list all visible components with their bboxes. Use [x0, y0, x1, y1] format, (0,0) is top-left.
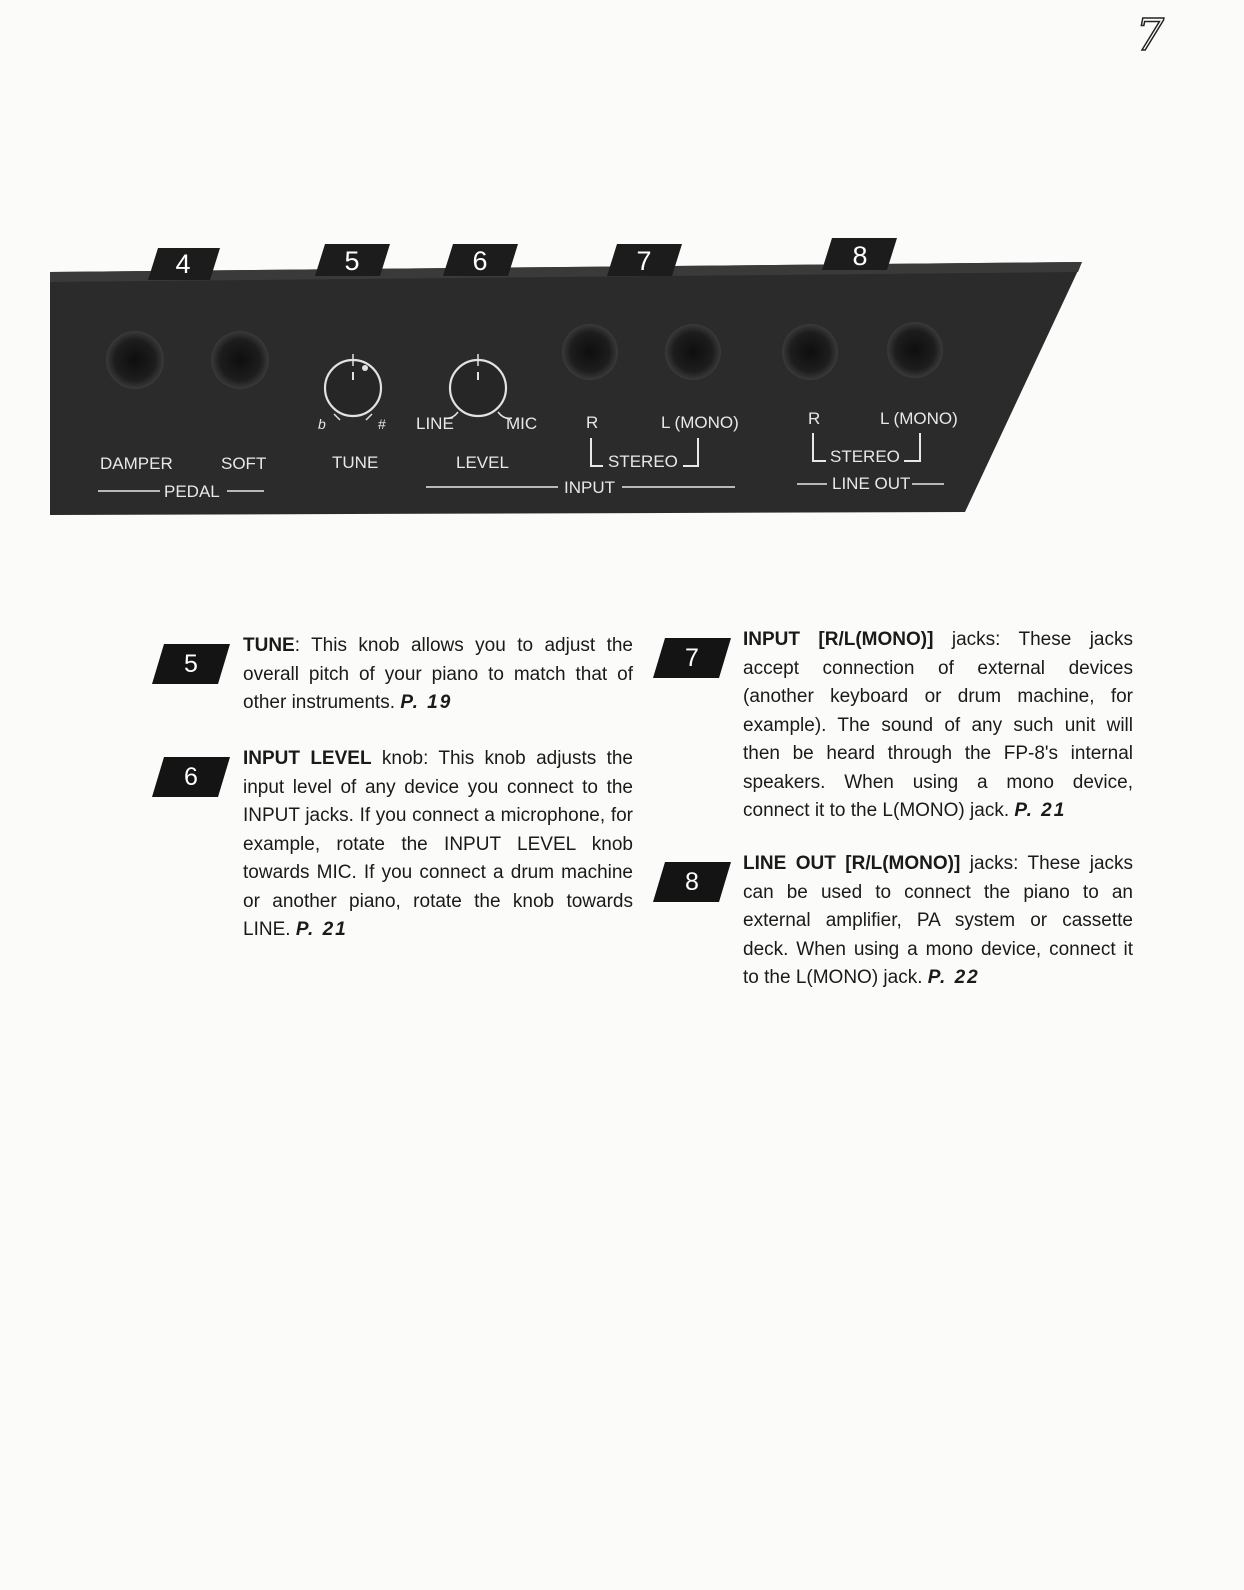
- input-r-label: R: [586, 413, 599, 432]
- badge-7: [653, 638, 731, 678]
- badge-5: [152, 644, 230, 684]
- tab-7: [607, 244, 682, 276]
- line-out-page-ref: P. 22: [927, 967, 980, 988]
- tune-description: [243, 632, 633, 718]
- input-level-description-title: INPUT LEVEL: [243, 748, 372, 769]
- input-jacks-description-title: INPUT [R/L(MONO)]: [743, 629, 934, 650]
- page-number: 7: [1136, 10, 1164, 61]
- pedal-label: PEDAL: [164, 482, 220, 501]
- badge-6: [152, 757, 230, 797]
- damper-label: DAMPER: [100, 454, 173, 473]
- input-level-page-ref: P. 21: [295, 919, 348, 940]
- input-r-jack: [562, 324, 618, 380]
- tune-sharp-label: #: [378, 416, 386, 432]
- soft-label: SOFT: [221, 454, 267, 473]
- tab-8-label: 8: [852, 241, 868, 271]
- tab-4-label: 4: [175, 249, 191, 279]
- tab-6-label: 6: [472, 246, 488, 276]
- input-l-jack: [665, 324, 721, 380]
- tab-5: [315, 244, 390, 276]
- lineout-label: LINE OUT: [832, 474, 911, 493]
- badge-8: [653, 862, 731, 902]
- input-jacks-page-ref: P. 21: [1014, 800, 1067, 821]
- line-out-description-body: jacks: These jacks can be used to connect the piano to an external amplifier, PA system or cassette deck. When using a mono device, connect it to the L(MONO) jack.: [743, 853, 1134, 988]
- lineout-stereo-label: STEREO: [830, 447, 900, 466]
- input-level-description: [243, 745, 633, 945]
- tune-description-body: : This knob allows you to adjust the overall pitch of your piano to match that of other instruments.: [243, 635, 633, 713]
- tab-7-label: 7: [636, 246, 652, 276]
- input-label: INPUT: [564, 478, 615, 497]
- line-out-description: [743, 850, 1133, 993]
- tune-label: TUNE: [332, 453, 379, 472]
- badge-6-number: 6: [184, 763, 198, 791]
- damper-jack: [106, 331, 164, 389]
- tune-page-ref: P. 19: [400, 692, 453, 713]
- lineout-r-label: R: [808, 409, 821, 428]
- input-stereo-label: STEREO: [608, 452, 678, 471]
- input-jacks-description-body: jacks: These jacks accept connection of external devices (another keyboard or drum machine, for example). The sound of any such unit will then be heard through the FP-8's internal speakers. When using a mono device, connect it to the L(MONO) jack.: [743, 629, 1133, 821]
- level-label: LEVEL: [456, 453, 509, 472]
- line-label: LINE: [416, 414, 454, 433]
- mic-label: MIC: [506, 414, 538, 433]
- rear-panel-illustration: [0, 0, 1244, 600]
- tab-4: [148, 248, 220, 280]
- badge-5-number: 5: [184, 650, 198, 678]
- line-out-description-title: LINE OUT [R/L(MONO)]: [743, 853, 961, 874]
- badge-8-number: 8: [685, 868, 699, 896]
- lineout-r-jack: [782, 324, 838, 380]
- soft-jack: [211, 331, 269, 389]
- input-jacks-description: [743, 626, 1133, 826]
- badge-7-number: 7: [685, 644, 699, 672]
- input-level-description-body: knob: This knob adjusts the input level of any device you connect to the INPUT jacks. If you connect a microphone, for example, rotate the INPUT LEVEL knob towards MIC. If you connect a drum machine or another piano, rotate the knob towards LINE.: [243, 748, 633, 940]
- tab-8: [822, 238, 897, 271]
- lineout-l-jack: [887, 322, 943, 378]
- tab-5-label: 5: [344, 246, 360, 276]
- tab-6: [443, 244, 518, 276]
- lineout-l-label: L (MONO): [880, 409, 958, 428]
- tune-flat-label: b: [318, 416, 326, 432]
- tune-description-title: TUNE: [243, 635, 295, 656]
- input-l-label: L (MONO): [661, 413, 739, 432]
